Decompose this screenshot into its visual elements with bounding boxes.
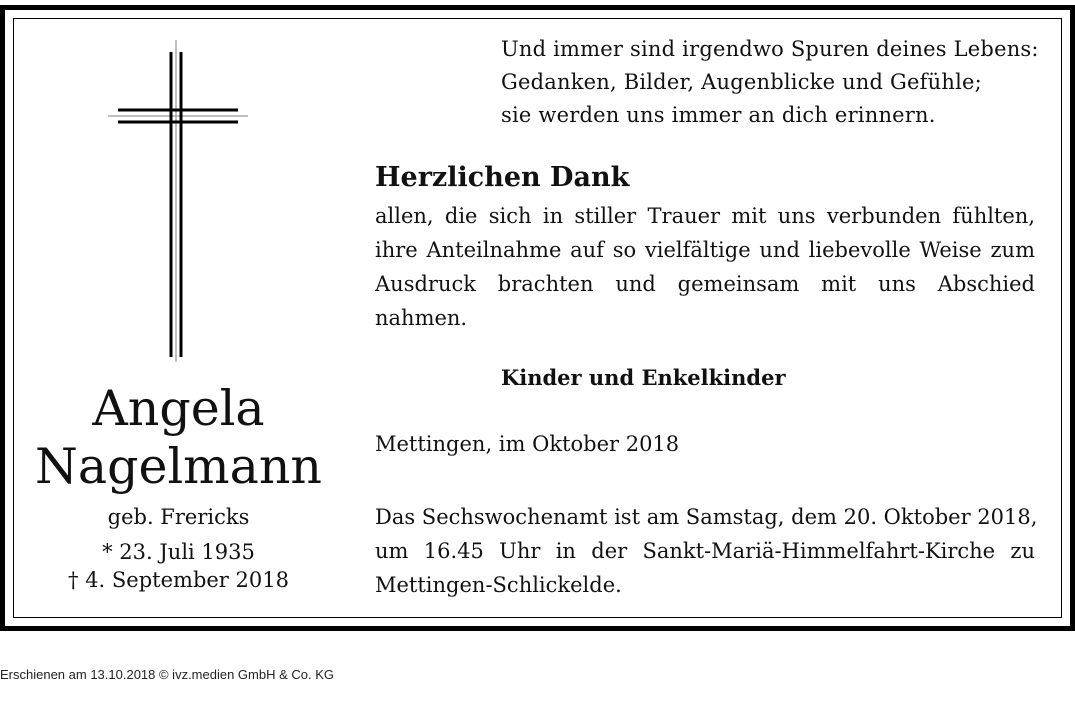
mass-announcement: [375, 500, 1038, 602]
thanks-line: Ausdruck brachten und gemeinsam mit uns Abschied: [375, 272, 1035, 296]
signature: Kinder und Enkelkinder: [501, 365, 786, 390]
poem-line: Und immer sind irgendwo Spuren deines Lebens:: [501, 37, 1039, 61]
cross-icon: [100, 40, 260, 362]
mass-line: Mettingen-Schlickelde.: [375, 573, 622, 597]
place-date: Mettingen, im Oktober 2018: [375, 432, 680, 456]
poem-line: Gedanken, Bilder, Augenblicke und Gefühle;: [501, 70, 982, 94]
thanks-line: nahmen.: [375, 306, 468, 330]
poem-line: sie werden uns immer an dich erinnern.: [501, 103, 936, 127]
mass-line: um 16.45 Uhr in der Sankt-Mariä-Himmelfahrt-Kirche zu: [375, 539, 1035, 563]
thanks-text: [375, 199, 1035, 335]
thanks-line: allen, die sich in stiller Trauer mit uns verbunden fühlten,: [375, 204, 1035, 228]
thanks-heading: Herzlichen Dank: [375, 162, 630, 193]
death-date: † 4. September 2018: [68, 568, 289, 592]
thanks-line: ihre Anteilnahme auf so vielfältige und liebevolle Weise zum: [375, 238, 1035, 262]
birth-name: geb. Frericks: [107, 505, 250, 529]
deceased-last-name: Nagelmann: [35, 438, 322, 495]
birth-date: * 23. Juli 1935: [102, 540, 255, 564]
memorial-poem: [501, 33, 1039, 132]
publication-footer: Erschienen am 13.10.2018 © ivz.medien GmbH & Co. KG: [0, 667, 335, 682]
mass-line: Das Sechswochenamt ist am Samstag, dem 20. Oktober 2018,: [375, 505, 1038, 529]
deceased-first-name: Angela: [92, 380, 265, 437]
